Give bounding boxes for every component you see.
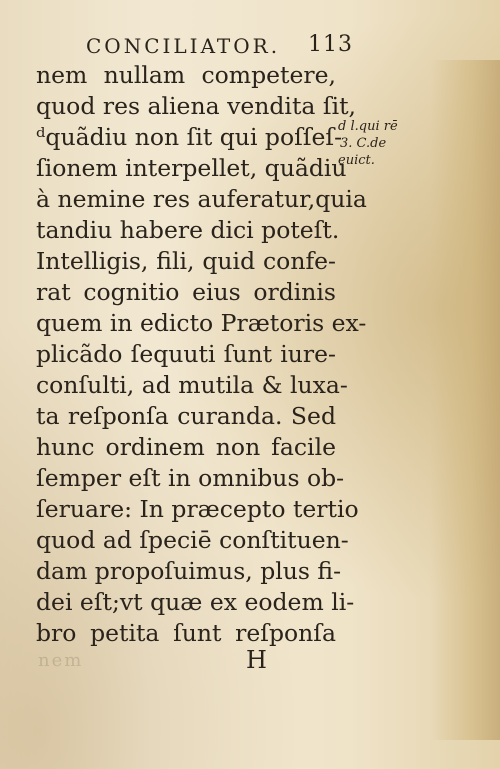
text-line: bro petita ſunt reſponſa bbox=[36, 619, 336, 647]
folio-number: 113 bbox=[308, 32, 353, 57]
marginal-note-line: 3. C.de bbox=[340, 136, 387, 151]
text-line: rat cognitio eius ordinis bbox=[36, 278, 336, 306]
text-line: Intelligis, fili, quid confe- bbox=[36, 247, 336, 275]
text-line: nem nullam competere, bbox=[36, 61, 336, 89]
text-line: à nemine res auferatur,quia bbox=[36, 185, 367, 213]
text-line: conſulti, ad mutila & luxa- bbox=[36, 371, 348, 399]
text-line: plicãdo ſequuti ſunt iure- bbox=[36, 340, 336, 368]
text-line: quod res aliena vendita ſit, bbox=[36, 92, 357, 120]
text-line: ᵈquãdiu non ſit qui poſſeſ- bbox=[36, 123, 343, 151]
running-title: CONCILIATOR. bbox=[86, 34, 281, 58]
text-line: dei eſt;vt quæ ex eodem li- bbox=[36, 588, 355, 616]
text-line: hunc ordinem non facile bbox=[36, 433, 336, 461]
page-stain bbox=[430, 60, 500, 740]
text-line: ſemper eſt in omnibus ob- bbox=[36, 464, 345, 492]
text-line: tandiu habere dici poteſt. bbox=[36, 216, 340, 244]
text-line: ta reſponſa curanda. Sed bbox=[36, 402, 336, 430]
text-line: ſionem interpellet, quãdiu bbox=[36, 154, 347, 182]
text-line: dam propoſuimus, plus fi- bbox=[36, 557, 342, 585]
text-line: quod ad ſpeciē conſtituen- bbox=[36, 526, 349, 554]
running-header bbox=[86, 32, 353, 58]
marginal-note-line: d l.qui rē bbox=[338, 119, 398, 134]
signature-mark: H bbox=[246, 646, 267, 674]
faint-catchword: nem bbox=[38, 650, 84, 671]
marginal-note-line: euict. bbox=[338, 153, 375, 168]
marginal-note bbox=[338, 118, 398, 169]
text-line: quem in edicto Prætoris ex- bbox=[36, 309, 367, 337]
text-line: ſeruare: In præcepto tertio bbox=[36, 495, 359, 523]
